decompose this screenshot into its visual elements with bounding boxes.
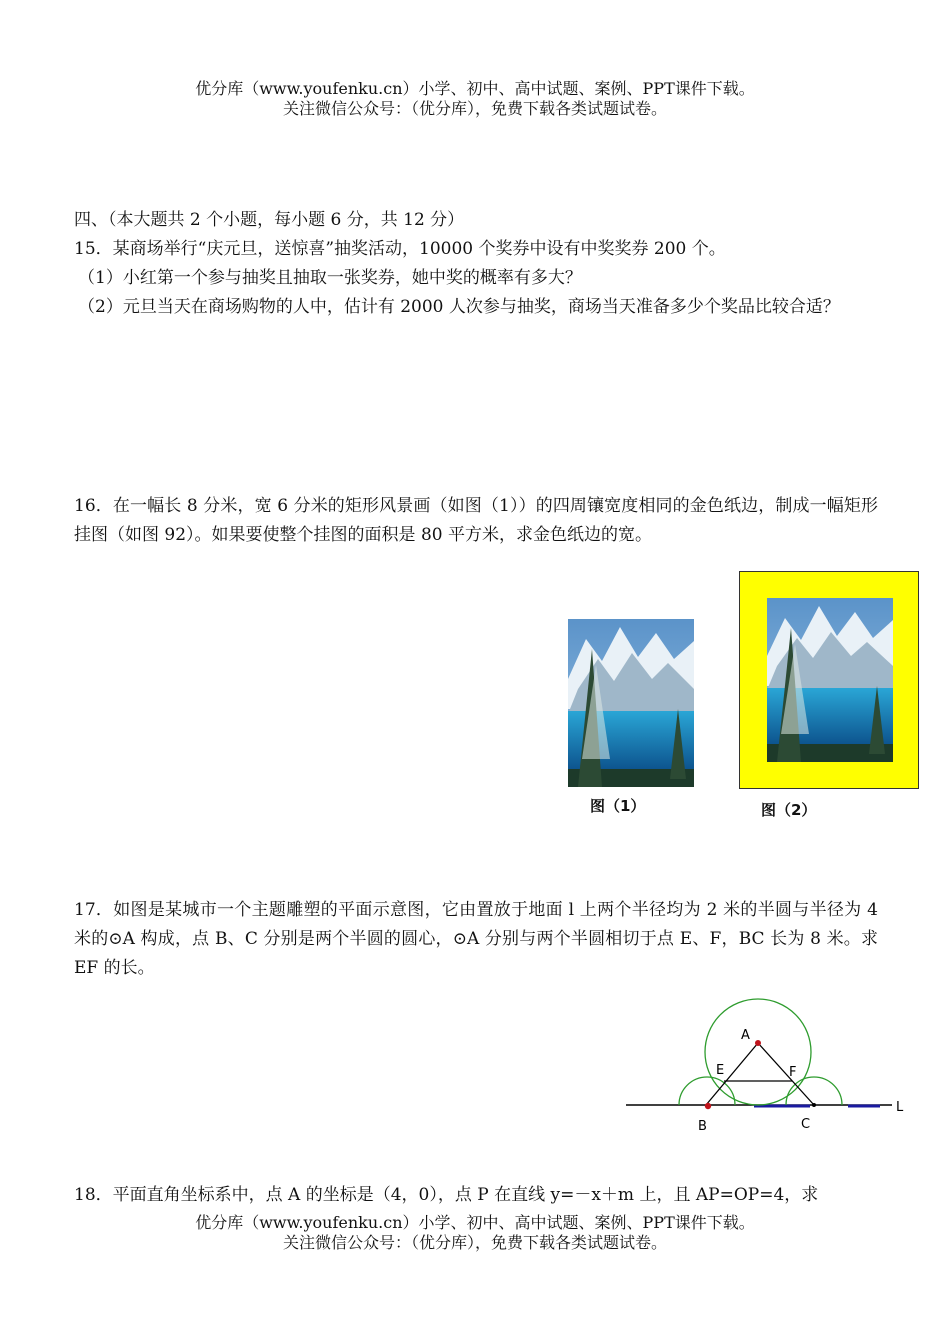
figure-1-landscape	[568, 619, 694, 787]
label-a: A	[741, 1028, 750, 1043]
label-b: B	[698, 1119, 707, 1134]
label-c: C	[801, 1117, 811, 1132]
question-16: 16．在一幅长 8 分米，宽 6 分米的矩形风景画（如图（1））的四周镶宽度相同的金色纸边，制成一幅矩形挂图（如图 92）。如果要使整个挂图的面积是 80 平方米，求金色纸边的宽。	[74, 496, 878, 545]
figure-2-framed	[739, 571, 919, 789]
section-title: 四、（本大题共 2 个小题，每小题 6 分，共 12 分）	[74, 210, 465, 230]
figure-1-caption: 图（1）	[590, 797, 646, 815]
framed-landscape-image	[767, 598, 893, 762]
landscape-image	[568, 619, 694, 787]
q15-part-1: （1）小红第一个参与抽奖且抽取一张奖券，她中奖的概率有多大？	[78, 268, 582, 288]
header-line-1: 优分库（www.youfenku.cn）小学、初中、高中试题、案例、PPT课件下载。	[195, 79, 755, 98]
label-f: F	[789, 1065, 797, 1080]
label-l: L	[896, 1100, 904, 1115]
segment-ba	[706, 1043, 758, 1105]
circle-a	[705, 999, 811, 1105]
q15-stem: 15．某商场举行“庆元旦，送惊喜”抽奖活动，10000 个奖券中设有中奖奖券 200 个。	[74, 239, 726, 259]
footer-line-2: 关注微信公众号：（优分库），免费下载各类试题试卷。	[282, 1233, 667, 1252]
question-18: 18．平面直角坐标系中，点 A 的坐标是（4，0），点 P 在直线 y=－x＋m 上，且 AP=OP=4，求	[74, 1185, 819, 1205]
geometry-diagram	[620, 990, 920, 1140]
point-a	[755, 1040, 761, 1046]
label-e: E	[716, 1063, 725, 1078]
point-b	[705, 1103, 711, 1109]
point-c	[812, 1103, 816, 1107]
header-line-2: 关注微信公众号：（优分库），免费下载各类试题试卷。	[282, 99, 667, 118]
question-15	[74, 235, 878, 322]
question-17: 17．如图是某城市一个主题雕塑的平面示意图，它由置放于地面 l 上两个半径均为 2 米的半圆与半径为 4 米的⊙A 构成，点 B、C 分别是两个半圆的圆心，⊙A 分别与两个半圆相切于点 E、F，BC 长为 8 米。求 EF 的长。	[74, 900, 878, 978]
q15-part-2: （2）元旦当天在商场购物的人中，估计有 2000 人次参与抽奖，商场当天准备多少个奖品比较合适？	[78, 297, 840, 317]
figure-2-caption: 图（2）	[761, 801, 817, 819]
footer-line-1: 优分库（www.youfenku.cn）小学、初中、高中试题、案例、PPT课件下载。	[195, 1213, 755, 1232]
